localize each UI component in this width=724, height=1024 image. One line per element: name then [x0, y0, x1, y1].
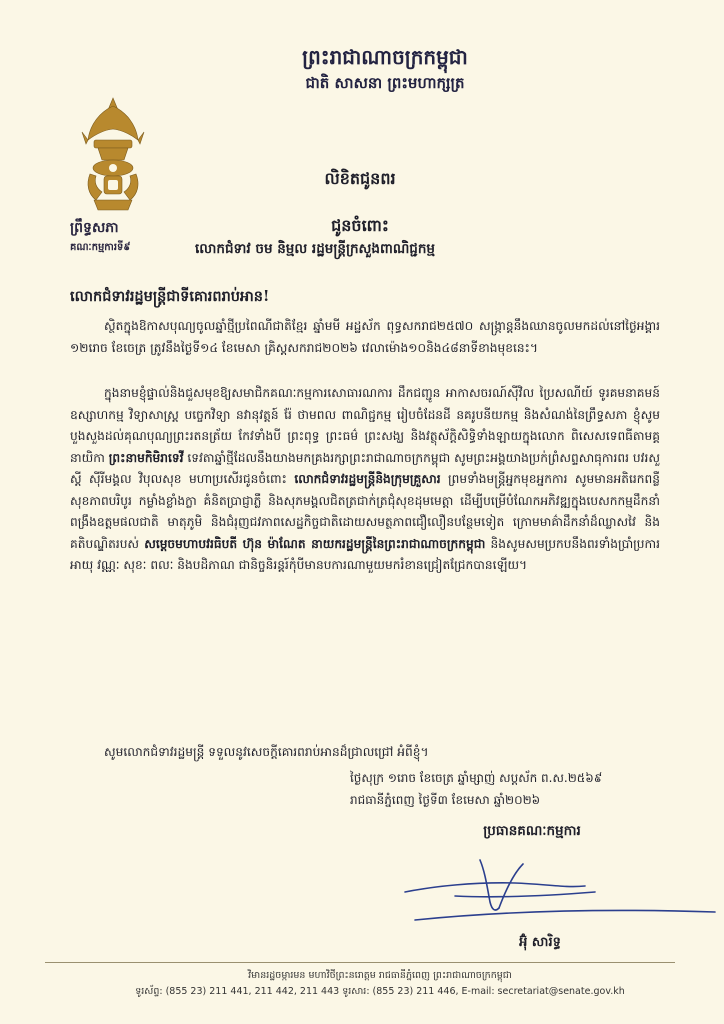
paragraph-2-text: និងសូមសមប្រកបនឹងពរទាំងប្រាំប្រការ អាយុ វណ្ណៈ សុខៈ ពលៈ និងបដិភាណ ជានិច្ចនិរន្តរ៍កុំបីមានបការណាមួយមករំខានជ្រៀតជ្រែកបានឡើយ។: [70, 536, 661, 572]
footer-contact: ទូរស័ព្ទ: (855 23) 211 441, 211 442, 211 443 ទូរសារ: (855 23) 211 446, E-mail: secretariat@senate.gov.kh: [135, 986, 625, 997]
salutation: លោកជំទាវរដ្ឋមន្ត្រីជាទីគោរពរាប់អាន!: [70, 288, 270, 305]
signer-name: អ៊ុំ សារិទ្ធ: [519, 935, 561, 950]
paragraph-2-recipient-family: លោកជំទាវរដ្ឋមន្ត្រីនិងក្រុមគ្រួសារ: [294, 472, 441, 486]
sender-institution: ព្រឹទ្ធសភា: [70, 220, 119, 236]
paragraph-2: [70, 383, 660, 577]
paragraph-2-text: ទេវតាឆ្នាំថ្មីដែលនឹងយាងមកគ្រងរក្សាព្រះរាជាណាចក្រកម្ពុជា សូមព្រះអង្គយាងប្រក់ព្រំសព្ទសាធុការពរ បវរសួស្តី ស៊ីរីមង្គល វិបុលសុខ មហាប្រសើរជូនចំពោះ: [70, 450, 660, 486]
paragraph-2-deity-name: ព្រះនាមកិមិរាទេវី: [108, 450, 184, 465]
senate-emblem-icon: [76, 96, 150, 214]
signer-title: ប្រធានគណៈកម្មការ: [483, 823, 581, 839]
national-motto: ជាតិ សាសនា ព្រះមហាក្សត្រ: [305, 74, 465, 92]
kingdom-title: ព្រះរាជាណាចក្រកម្ពុជា: [302, 45, 468, 69]
paragraph-2-text: ព្រមទាំងមន្ត្រីអ្នកមុខអ្នកការ សូមមានអតិរេកពន្លឺ សុខភាពបរិបូរ កម្លាំងខ្លាំងក្លា គំនិតប្រាជ្ញាភ្លឺ និងសុភមង្គលជិតត្រជាក់ត្រជុំសុខដុមមេត្តា ដើម្បីបម្រើបំណែកអភិវឌ្ឍក្នុងបេសកកម្មដឹកនាំពង្រឹងឧត្តមផលជាតិ មាតុភូមិ និងជំរុញជវភាពសេដ្ឋកិច្ចជាតិដោយសមត្ថភាពជឿលឿនបន្ថែមទៀត ក្រោមមាគ៌ាដឹកនាំដ៏ឈ្លាសវៃ និងគតិបណ្ឌិតរបស់: [70, 472, 660, 551]
lunar-date: ថ្ងៃសុក្រ ១រោច ខែចេត្រ ឆ្នាំម្សាញ់ សប្តស័ក ព.ស.២៥៦៩: [350, 771, 603, 785]
recipient-name: លោកជំទាវ ចម និម្មល រដ្ឋមន្ត្រីក្រសួងពាណិជ្ជកម្ម: [195, 241, 436, 257]
paragraph-2-prime-minister: សម្តេចមហាបវរធិបតី ហ៊ុន ម៉ាណែត នាយករដ្ឋមន្ត្រីនៃព្រះរាជាណាចក្រកម្ពុជា: [144, 536, 486, 551]
footer-address: វិមានរដ្ឋចម្ការមន មហាវិថីព្រះនរោត្តម រាជធានីភ្នំពេញ ព្រះរាជាណាចក្រកម្ពុជា: [248, 970, 512, 981]
paragraph-2-text: ក្នុងនាមខ្ញុំផ្ទាល់និងជួសមុខឱ្យសមាជិកគណៈកម្មការសោធារណការ ដឹកជញ្ជូន អាកាសចរណ៍ស៊ីវិល ប្រៃសណីយ៍ ទូរគមនាគមន៍ ឧស្សាហកម្ម វិទ្យាសាស្ត្រ បច្ចេកវិទ្យា នវានុវត្តន៍ រ៉ែ ថាមពល ពាណិជ្ជកម្ម រៀបចំដែនដី នគរូបនីយកម្ម និងសំណង់នៃព្រឹទ្ធសភា ខ្ញុំសូមបួងសួងដល់គុណបុណ្យព្រះរតនត្រ័យ កែវទាំងបី ព្រះពុទ្ធ ព្រះធម៌ ព្រះសង្ឃ និងវត្ថុស័ក្តិសិទ្ធិទាំងឡាយក្នុងលោក ពិសេសទេពធីតាមគ្គនាយិកា: [70, 386, 660, 465]
closing-line: សូមលោកជំទាវរដ្ឋមន្ត្រី ទទួលនូវសេចក្តីគោរពរាប់អានដ៏ជ្រាលជ្រៅ អំពីខ្ញុំ។: [104, 745, 429, 759]
place-date: រាជធានីភ្នំពេញ ថ្ងៃទី៣ ខែមេសា ឆ្នាំ២០២៦: [350, 793, 541, 807]
handwritten-signature: [395, 852, 724, 932]
letter-type-heading: លិខិតជូនពរ: [324, 169, 396, 188]
sender-committee: គណៈកម្មការទី៩: [70, 242, 131, 253]
paragraph-1: ស្ថិតក្នុងឱកាសបុណ្យចូលឆ្នាំថ្មីប្រពៃណីជាតិខ្មែរ ឆ្នាំមមី អដ្ឋស័ក ពុទ្ធសករាជ២៥៧០ សង្ក្រាន្តនឹងឈានចូលមកដល់នៅថ្ងៃអង្គារ ១២រោច ខែចេត្រ ត្រូវនឹងថ្ងៃទី១៤ ខែមេសា គ្រិស្តសករាជ២០២៦ វេលាម៉ោង១០និង៤៨នាទីខាងមុខនេះ។: [70, 319, 660, 355]
addressed-to-label: ជូនចំពោះ: [331, 216, 389, 235]
footer-divider: [45, 962, 675, 963]
